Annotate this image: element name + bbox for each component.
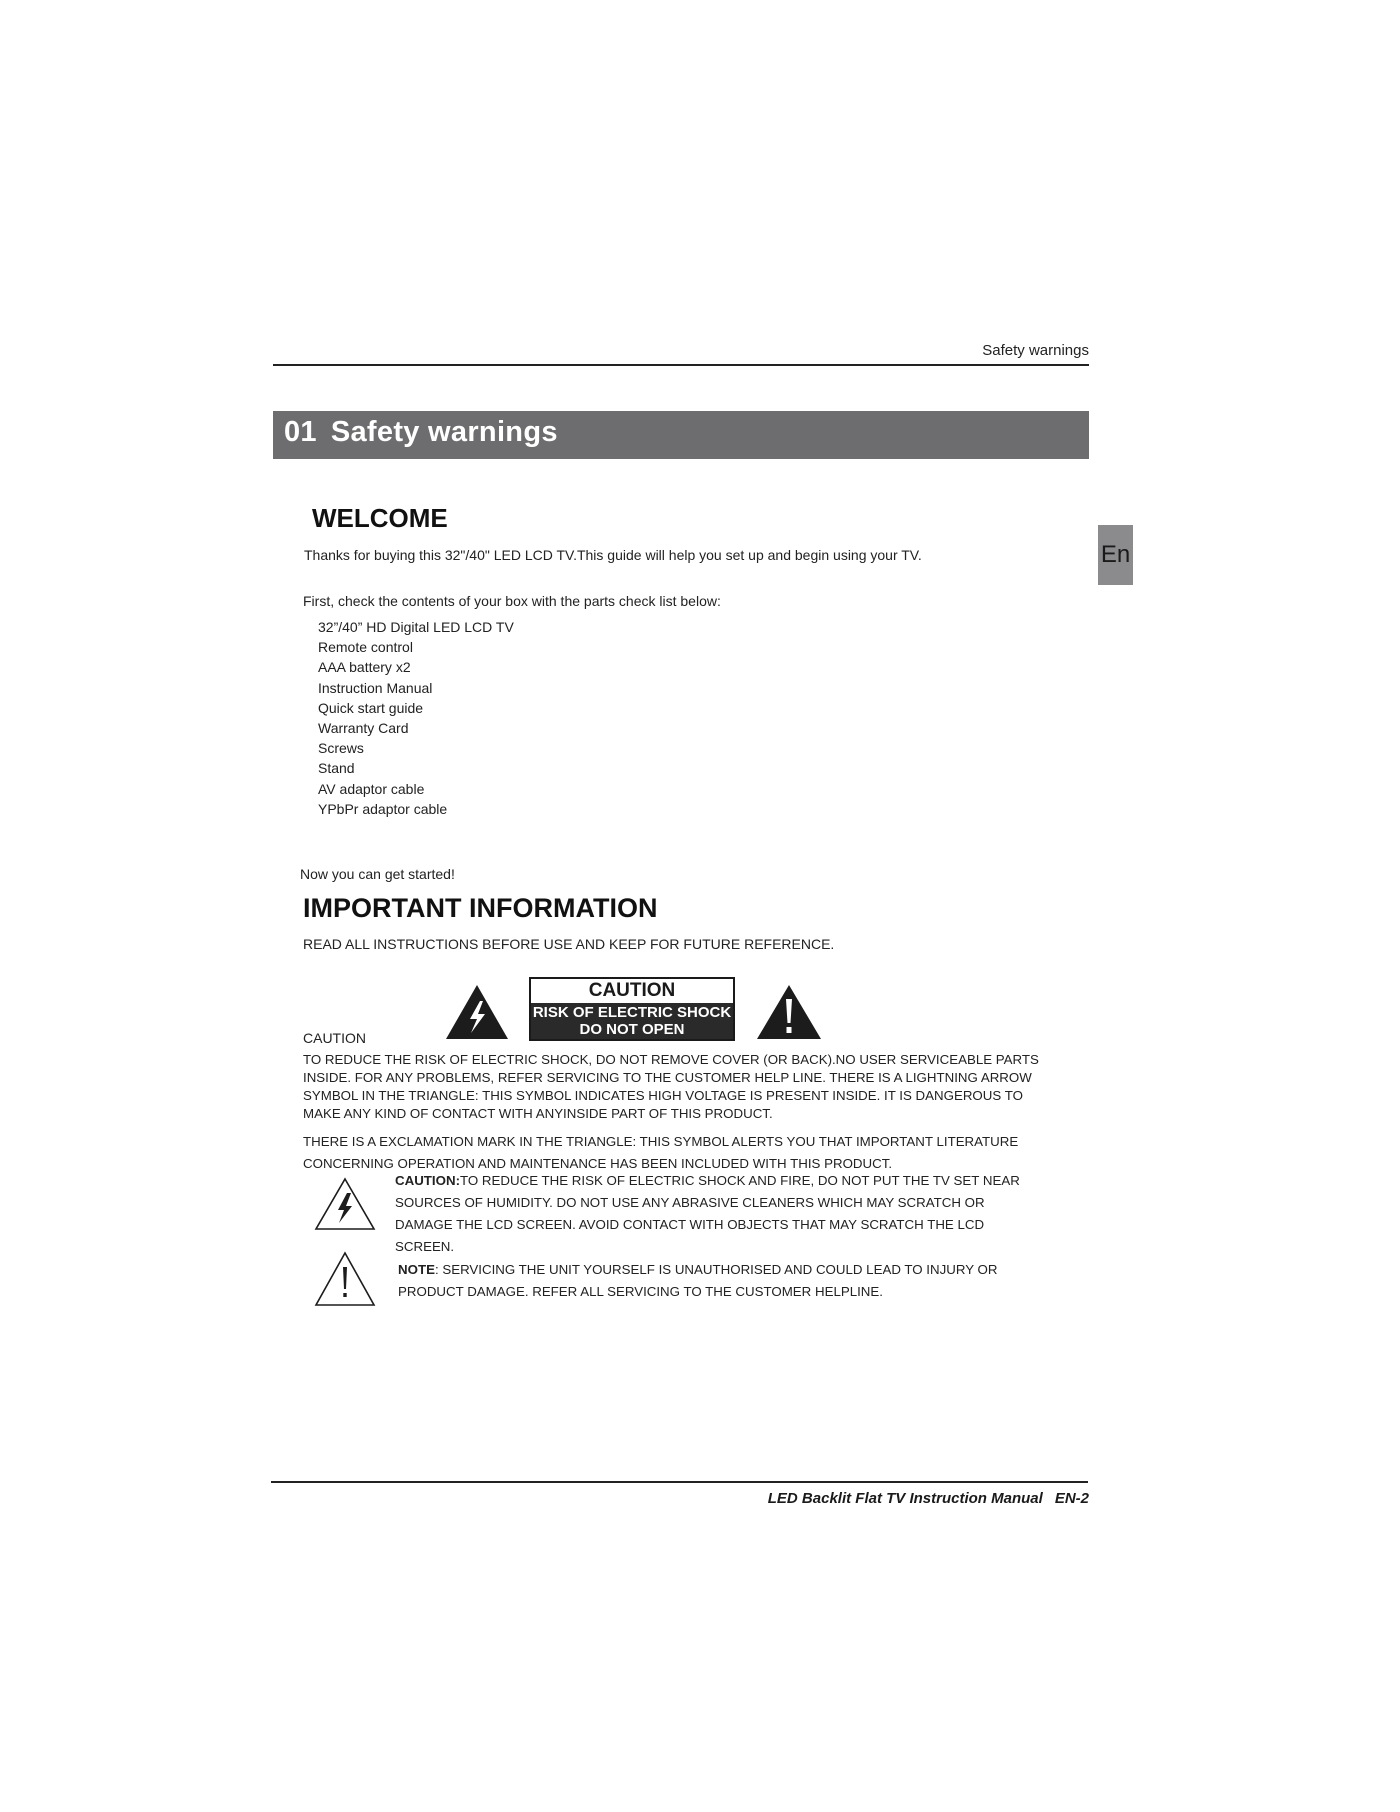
page-number: EN-2: [1054, 1490, 1089, 1507]
exclamation-outline-icon: [314, 1251, 376, 1307]
servicing-note: [398, 1259, 1048, 1303]
caution-box-line1: RISK OF ELECTRIC SHOCK: [532, 1004, 732, 1021]
welcome-intro: Thanks for buying this 32"/40" LED LCD TV.This guide will help you set up and begin using your TV.: [304, 547, 922, 563]
caution-label: CAUTION: [303, 1030, 366, 1046]
header-rule: [273, 364, 1089, 366]
list-item: 32”/40” HD Digital LED LCD TV: [318, 619, 514, 635]
exclamation-warning-icon: [755, 983, 823, 1041]
running-header: Safety warnings: [982, 342, 1089, 359]
section-title-text: Safety warnings: [330, 416, 558, 448]
list-item: YPbPr adaptor cable: [318, 800, 448, 817]
list-item: Quick start guide: [318, 699, 424, 716]
caution-box-title: CAUTION: [588, 980, 676, 1001]
caution-note-label: CAUTION:: [395, 1173, 460, 1188]
note-label: NOTE: [398, 1262, 435, 1277]
note-text: : SERVICING THE UNIT YOURSELF IS UNAUTHORISED AND COULD LEAD TO INJURY OR PRODUCT DAMAGE. REFER ALL SERVICING TO THE CUSTOMER HELPLINE.: [398, 1262, 998, 1299]
list-item: Instruction Manual: [318, 679, 433, 696]
running-footer: [600, 1490, 1089, 1507]
get-started-text: Now you can get started!: [300, 866, 455, 882]
list-item: Stand: [318, 760, 355, 777]
exclamation-paragraph: THERE IS A EXCLAMATION MARK IN THE TRIANGLE: THIS SYMBOL ALERTS YOU THAT IMPORTANT LITERATURE CONCERNING OPERATION AND MAINTENANCE HAS BEEN INCLUDED WITH THIS PRODUCT.: [303, 1134, 1019, 1171]
list-item: Warranty Card: [318, 719, 409, 736]
welcome-heading: WELCOME: [312, 503, 448, 533]
lightning-outline-icon: [314, 1177, 376, 1231]
caution-box-warning: [531, 1003, 733, 1039]
section-title: [284, 416, 558, 449]
shock-warning-paragraph: TO REDUCE THE RISK OF ELECTRIC SHOCK, DO NOT REMOVE COVER (OR BACK).NO USER SERVICEABLE PARTS INSIDE. FOR ANY PROBLEMS, REFER SERVICING TO THE CUSTOMER HELP LINE. THERE IS A LIGHTNING ARROW SYMBOL IN THE TRIANGLE: THIS SYMBOL INDICATES HIGH VOLTAGE IS PRESENT INSIDE. IT IS DANGEROUS TO MAKE ANY KIND OF CONTACT WITH ANYINSIDE PART OF THIS PRODUCT.: [303, 1052, 1039, 1121]
important-heading: IMPORTANT INFORMATION: [303, 893, 658, 923]
caution-box-line2: DO NOT OPEN: [579, 1021, 685, 1038]
footer-title: LED Backlit Flat TV Instruction Manual: [767, 1490, 1043, 1507]
caution-label-box: [529, 977, 735, 1041]
parts-list: [318, 617, 514, 819]
caution-note-text: TO REDUCE THE RISK OF ELECTRIC SHOCK AND FIRE, DO NOT PUT THE TV SET NEAR SOURCES OF HUMIDITY. DO NOT USE ANY ABRASIVE CLEANERS WHICH MAY SCRATCH OR DAMAGE THE LCD SCREEN. AVOID CONTACT WITH OBJECTS THAT MAY SCRATCH THE LCD SCREEN.: [395, 1173, 1020, 1254]
list-item: AAA battery x2: [318, 659, 411, 676]
footer-rule: [271, 1481, 1088, 1483]
section-number: 01: [284, 416, 317, 448]
caution-note: [395, 1170, 1045, 1258]
lightning-warning-icon: [444, 983, 510, 1041]
read-all-notice: READ ALL INSTRUCTIONS BEFORE USE AND KEEP FOR FUTURE REFERENCE.: [303, 936, 835, 952]
list-item: AV adaptor cable: [318, 780, 425, 797]
list-item: Screws: [318, 740, 364, 757]
language-tab: En: [1098, 525, 1133, 585]
list-item: Remote control: [318, 639, 413, 656]
parts-check-intro: First, check the contents of your box with the parts check list below:: [303, 593, 721, 609]
